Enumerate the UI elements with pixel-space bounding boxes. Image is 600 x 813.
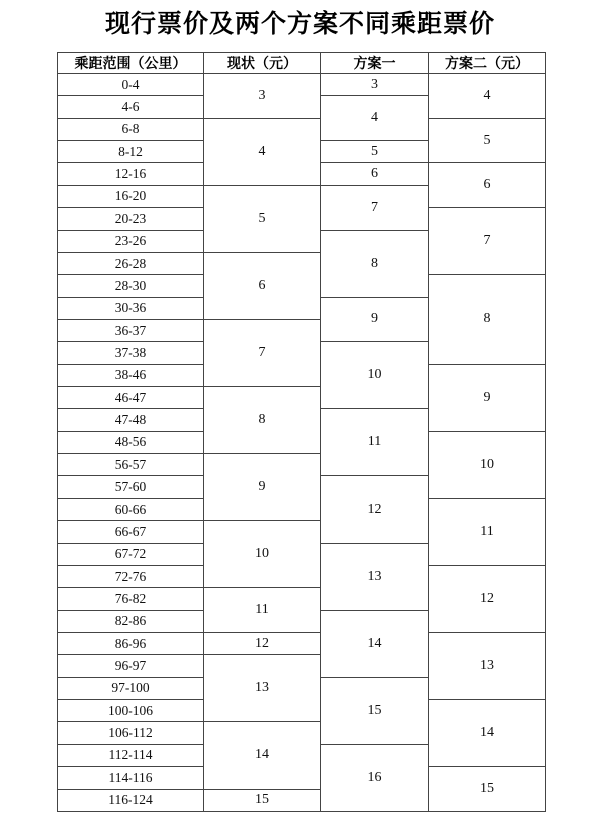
distance-range-cell: 100-106: [58, 700, 204, 722]
distance-range-cell: 106-112: [58, 722, 204, 744]
plan-one-fare-cell: 4: [321, 96, 429, 141]
header-current-fare: 现状（元）: [204, 53, 321, 74]
distance-range-cell: 20-23: [58, 208, 204, 230]
distance-range-cell: 72-76: [58, 565, 204, 587]
plan-two-fare-cell: 5: [429, 118, 546, 163]
distance-range-cell: 0-4: [58, 74, 204, 96]
distance-range-cell: 82-86: [58, 610, 204, 632]
current-fare-cell: 15: [204, 789, 321, 812]
page-title: 现行票价及两个方案不同乘距票价: [104, 9, 495, 38]
distance-range-cell: 66-67: [58, 521, 204, 543]
distance-range-cell: 37-38: [58, 342, 204, 364]
plan-one-fare-cell: 6: [321, 163, 429, 185]
current-fare-cell: 6: [204, 252, 321, 319]
plan-one-fare-cell: 15: [321, 677, 429, 744]
table-row: [58, 74, 546, 96]
plan-two-fare-cell: 13: [429, 632, 546, 699]
plan-one-fare-cell: 3: [321, 74, 429, 96]
distance-range-cell: 76-82: [58, 588, 204, 610]
fare-table-body: [58, 74, 546, 812]
plan-two-fare-cell: 8: [429, 275, 546, 364]
distance-range-cell: 48-56: [58, 431, 204, 453]
header-row: [58, 53, 546, 74]
distance-range-cell: 4-6: [58, 96, 204, 118]
current-fare-cell: 3: [204, 74, 321, 119]
distance-range-cell: 6-8: [58, 118, 204, 140]
distance-range-cell: 97-100: [58, 677, 204, 699]
header-plan-two: 方案二（元）: [429, 53, 546, 74]
plan-one-fare-cell: 14: [321, 610, 429, 677]
distance-range-cell: 96-97: [58, 655, 204, 677]
distance-range-cell: 114-116: [58, 767, 204, 789]
table-row: [58, 632, 546, 654]
distance-range-cell: 67-72: [58, 543, 204, 565]
distance-range-cell: 8-12: [58, 141, 204, 163]
current-fare-cell: 13: [204, 655, 321, 722]
plan-two-fare-cell: 9: [429, 364, 546, 431]
plan-one-fare-cell: 9: [321, 297, 429, 342]
header-plan-one: 方案一: [321, 53, 429, 74]
plan-two-fare-cell: 6: [429, 163, 546, 208]
table-row: [58, 118, 546, 140]
plan-two-fare-cell: 15: [429, 767, 546, 812]
plan-two-fare-cell: 10: [429, 431, 546, 498]
distance-range-cell: 57-60: [58, 476, 204, 498]
plan-one-fare-cell: 5: [321, 141, 429, 163]
plan-one-fare-cell: 7: [321, 185, 429, 230]
distance-range-cell: 16-20: [58, 185, 204, 207]
plan-one-fare-cell: 10: [321, 342, 429, 409]
distance-range-cell: 30-36: [58, 297, 204, 319]
distance-range-cell: 47-48: [58, 409, 204, 431]
header-distance-range: 乘距范围（公里）: [58, 53, 204, 74]
distance-range-cell: 36-37: [58, 319, 204, 341]
distance-range-cell: 112-114: [58, 744, 204, 766]
plan-one-fare-cell: 16: [321, 744, 429, 811]
plan-two-fare-cell: 4: [429, 74, 546, 119]
current-fare-cell: 14: [204, 722, 321, 789]
current-fare-cell: 12: [204, 632, 321, 654]
current-fare-cell: 10: [204, 521, 321, 588]
current-fare-cell: 5: [204, 185, 321, 252]
plan-two-fare-cell: 12: [429, 565, 546, 632]
distance-range-cell: 26-28: [58, 252, 204, 274]
distance-range-cell: 38-46: [58, 364, 204, 386]
distance-range-cell: 23-26: [58, 230, 204, 252]
distance-range-cell: 116-124: [58, 789, 204, 812]
plan-two-fare-cell: 14: [429, 700, 546, 767]
distance-range-cell: 60-66: [58, 498, 204, 520]
current-fare-cell: 7: [204, 319, 321, 386]
distance-range-cell: 28-30: [58, 275, 204, 297]
plan-two-fare-cell: 11: [429, 498, 546, 565]
plan-one-fare-cell: 12: [321, 476, 429, 543]
plan-two-fare-cell: 7: [429, 208, 546, 275]
distance-range-cell: 46-47: [58, 387, 204, 409]
current-fare-cell: 9: [204, 454, 321, 521]
plan-one-fare-cell: 8: [321, 230, 429, 297]
current-fare-cell: 4: [204, 118, 321, 185]
plan-one-fare-cell: 11: [321, 409, 429, 476]
fare-table: [57, 52, 546, 812]
current-fare-cell: 11: [204, 588, 321, 633]
distance-range-cell: 12-16: [58, 163, 204, 185]
distance-range-cell: 86-96: [58, 632, 204, 654]
distance-range-cell: 56-57: [58, 454, 204, 476]
current-fare-cell: 8: [204, 387, 321, 454]
plan-one-fare-cell: 13: [321, 543, 429, 610]
